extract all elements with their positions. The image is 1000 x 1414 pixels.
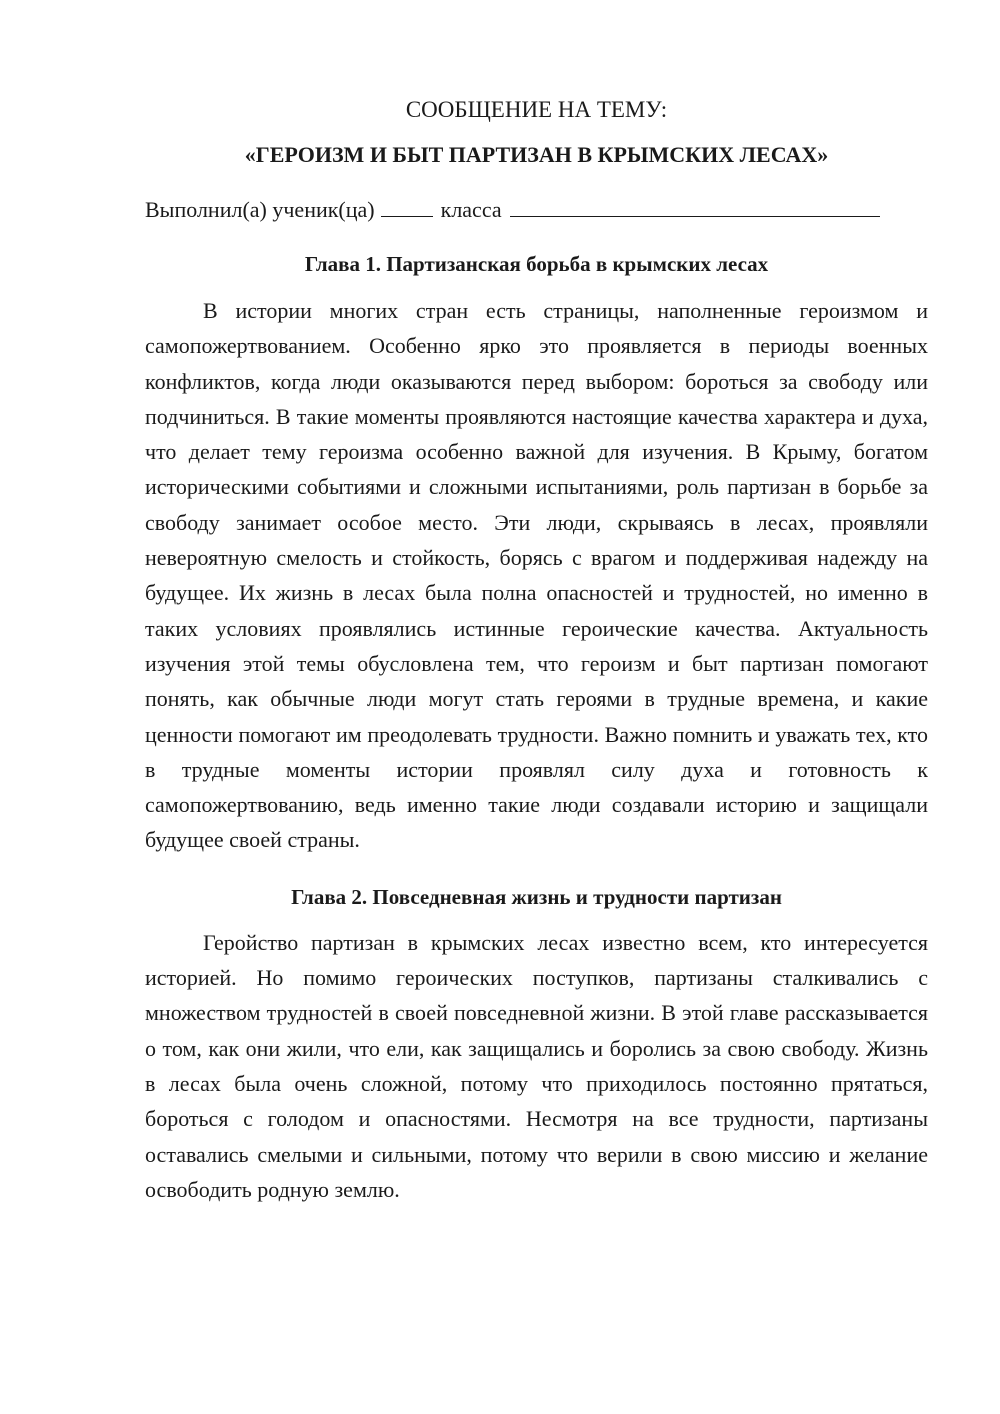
class-number-blank [381,196,433,217]
author-line [145,195,928,225]
class-label: класса [440,197,502,222]
chapter-2-paragraph: Геройство партизан в крымских лесах известно всем, кто интересуется историей. Но помимо героических поступков, партизаны сталкивались с множеством трудностей в своей повседневной жизни. В этой главе рассказывается о том, как они жили, что ели, как защищались и боролись за свою свободу. Жизнь в лесах была очень сложной, потому что приходилось постоянно прятаться, бороться с голодом и опасностями. Несмотря на все трудности, партизаны оставались смелыми и сильными, потому что верили в свою миссию и желание освободить родную землю. [145,929,928,1202]
document-page [145,95,928,1207]
chapter-1-paragraph: В истории многих стран есть страницы, наполненные героизмом и самопожертвованием. Особенно ярко это проявляется в периоды военных конфликтов, когда люди оказываются перед выбором: бороться за свободу или подчиниться. В такие моменты проявляются настоящие качества характера и духа, что делает тему героизма особенно важной для изучения. В Крыму, богатом историческими событиями и сложными испытаниями, роль партизан в борьбе за свободу занимает особое место. Эти люди, скрываясь в лесах, проявляли невероятную смелость и стойкость, борясь с врагом и поддерживая надежду на будущее. Их жизнь в лесах была полна опасностей и трудностей, но именно в таких условиях проявлялись истинные героические качества. Актуальность изучения этой темы обусловлена тем, что героизм и быт партизан помогают понять, как обычные люди могут стать героями в трудные времена, и какие ценности помогают им преодолевать трудности. Важно помнить и уважать тех, кто в трудные моменты истории проявлял силу духа и готовность к самопожертвованию, ведь именно такие люди создавали историю и защищали будущее своей страны. [145,298,928,853]
author-prefix: Выполнил(а) ученик(ца) [145,197,375,222]
chapter-1-title: Глава 1. Партизанская борьба в крымских лесах [304,252,769,276]
student-name-blank [510,196,880,217]
chapter-2-title: Глава 2. Повседневная жизнь и трудности партизан [291,884,782,909]
document-title: «ГЕРОИЗМ И БЫТ ПАРТИЗАН В КРЫМСКИХ ЛЕСАХ» [244,142,829,167]
document-header: СООБЩЕНИЕ НА ТЕМУ: [405,97,668,122]
